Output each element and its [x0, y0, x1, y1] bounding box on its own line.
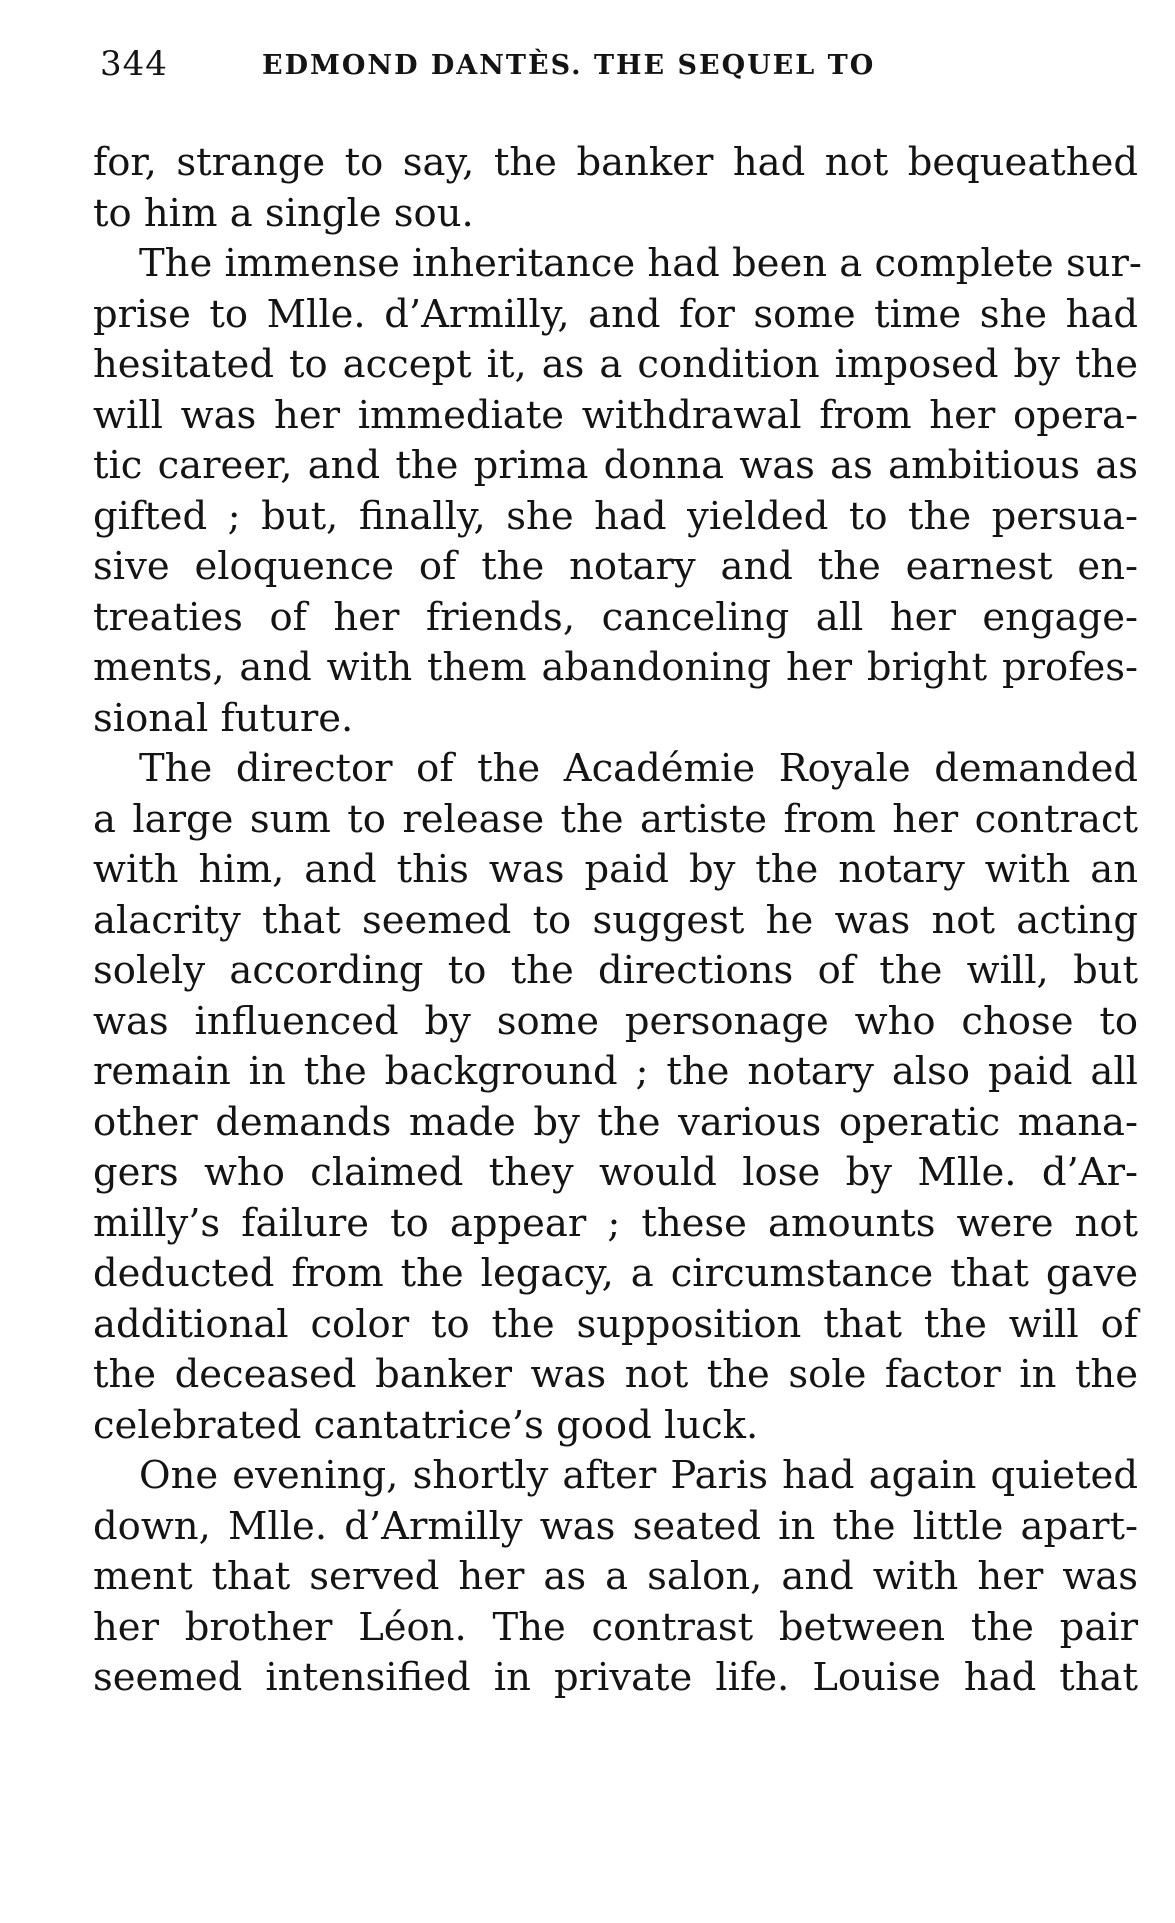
- text-line: ments, and with them abandoning her bright profes-: [93, 645, 1138, 690]
- text-line: deducted from the legacy, a circumstance that gave: [93, 1251, 1138, 1296]
- text-line: other demands made by the various operatic mana-: [93, 1099, 1138, 1145]
- text-line: sive eloquence of the notary and the earnest en-: [93, 544, 1138, 589]
- text-line: alacrity that seemed to suggest he was not acting: [93, 897, 1138, 943]
- text-line: milly’s failure to appear ; these amounts were not: [93, 1200, 1138, 1246]
- text-line: seemed intensified in private life. Louise had that: [93, 1655, 1138, 1700]
- text-line: prise to Mlle. d’Armilly, and for some time she had: [93, 291, 1138, 337]
- text-line: remain in the background ; the notary also paid all: [93, 1049, 1138, 1094]
- page-header: [100, 44, 1000, 94]
- text-line: hesitated to accept it, as a condition imposed by the: [93, 342, 1138, 387]
- text-line: gers who claimed they would lose by Mlle. d’Ar-: [93, 1150, 1138, 1195]
- text-line: was influenced by some personage who chose to: [93, 998, 1138, 1044]
- text-line: gifted ; but, finally, she had yielded to the persua-: [93, 493, 1138, 539]
- text-line: her brother Léon. The contrast between the pair: [93, 1604, 1138, 1650]
- text-line: down, Mlle. d’Armilly was seated in the little apart-: [93, 1503, 1138, 1549]
- paragraph-start-line: The director of the Académie Royale demanded: [139, 746, 1138, 791]
- text-line: solely according to the directions of the will, but: [93, 948, 1138, 993]
- text-line: sional future.: [93, 695, 354, 741]
- paragraph-start-line: One evening, shortly after Paris had again quieted: [139, 1453, 1138, 1498]
- text-line: a large sum to release the artiste from her contract: [93, 796, 1138, 842]
- page-number: 344: [100, 44, 168, 84]
- text-line: to him a single sou.: [93, 190, 474, 236]
- paragraph-start-line: The immense inheritance had been a complete sur-: [139, 241, 1142, 286]
- text-line: additional color to the supposition that the will of: [93, 1301, 1138, 1347]
- running-title: EDMOND DANTÈS. THE SEQUEL TO: [262, 50, 876, 81]
- body-text: [93, 138, 1142, 1704]
- text-line: treaties of her friends, canceling all her engage-: [93, 594, 1138, 640]
- text-line: ment that served her as a salon, and with her was: [93, 1554, 1138, 1599]
- text-line: will was her immediate withdrawal from her opera-: [93, 392, 1138, 438]
- text-line: with him, and this was paid by the notary with an: [93, 847, 1138, 892]
- text-line: the deceased banker was not the sole factor in the: [93, 1352, 1138, 1397]
- text-line: tic career, and the prima donna was as ambitious as: [93, 443, 1138, 488]
- text-line: celebrated cantatrice’s good luck.: [93, 1402, 759, 1448]
- text-line: for, strange to say, the banker had not bequeathed: [93, 140, 1138, 185]
